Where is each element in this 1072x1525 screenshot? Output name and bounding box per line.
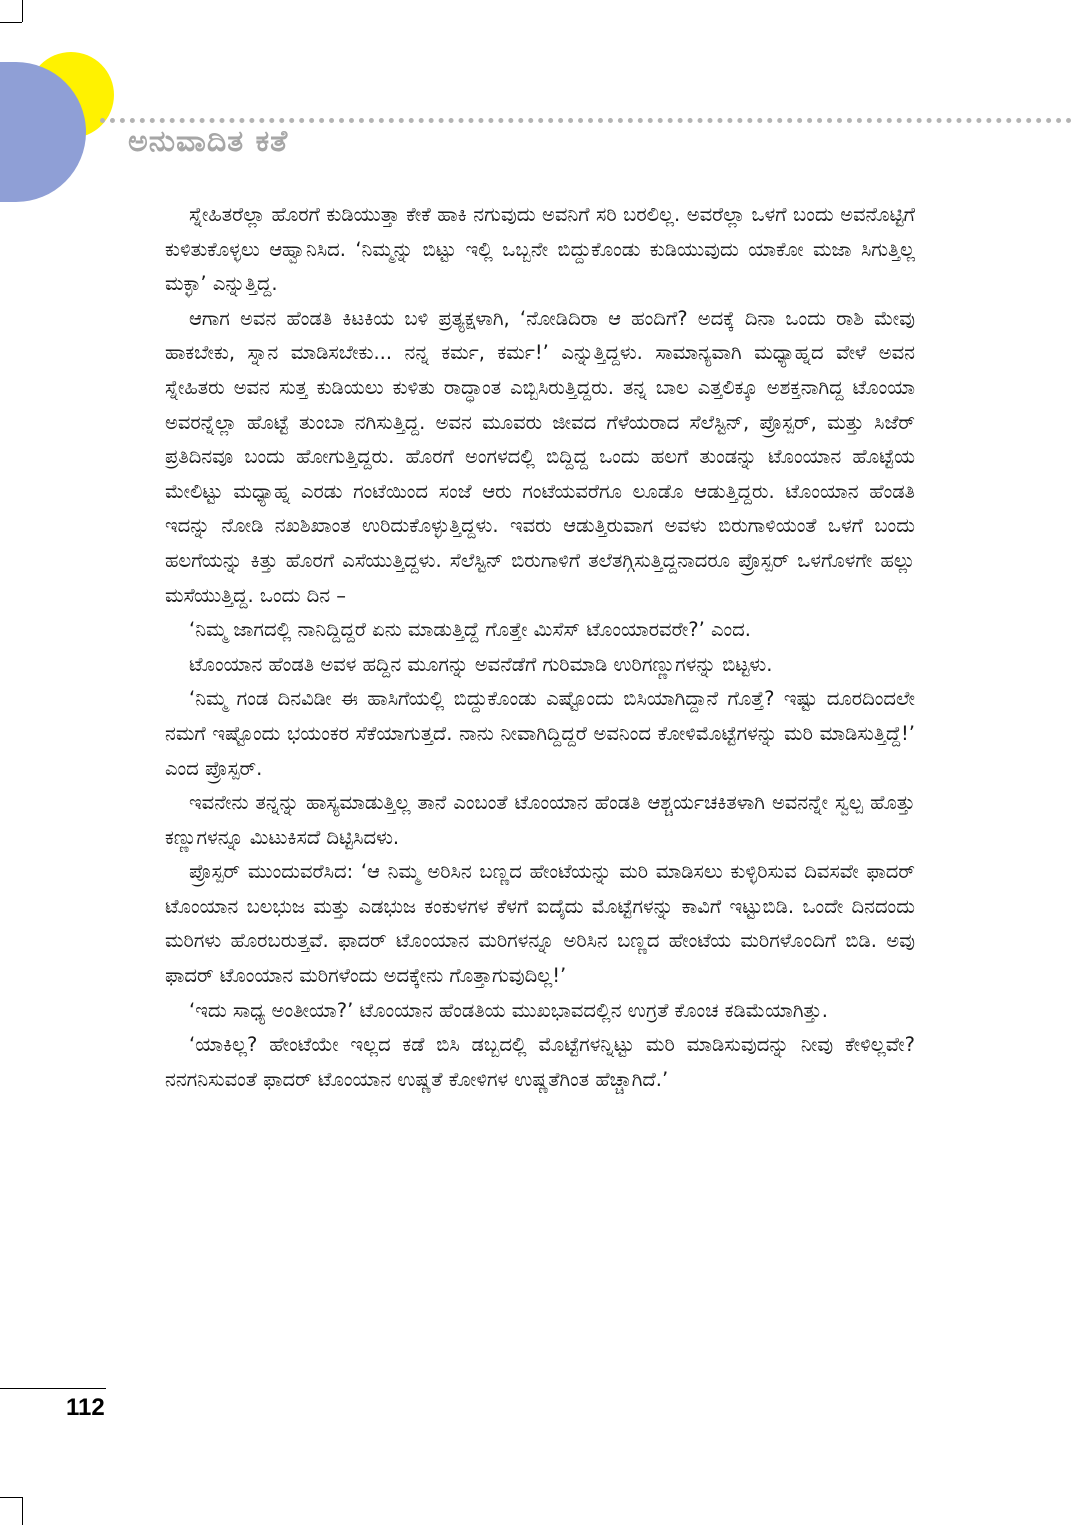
crop-mark-top-horizontal [0, 22, 22, 23]
page-number-rule [0, 1388, 106, 1389]
story-paragraph: ಇವನೇನು ತನ್ನನ್ನು ಹಾಸ್ಯಮಾಡುತ್ತಿಲ್ಲ ತಾನೆ ಎಂಬಂತೆ ಟೊಂಯಾನ ಹೆಂಡತಿ ಆಶ್ಚರ್ಯಚಕಿತಳಾಗಿ ಅವನನ್ನೇ ಸ್ವಲ್ಪ ಹೊತ್ತು ಕಣ್ಣುಗಳನ್ನೂ ಮಿಟುಕಿಸದೆ ದಿಟ್ಟಿಸಿದಳು. [165, 791, 915, 849]
story-paragraph: ‘ಇದು ಸಾಧ್ಯ ಅಂತೀಯಾ?’ ಟೊಂಯಾನ ಹೆಂಡತಿಯ ಮುಖಭಾವದಲ್ಲಿನ ಉಗ್ರತೆ ಕೊಂಚ ಕಡಿಮೆಯಾಗಿತ್ತು. [189, 998, 828, 1022]
story-paragraph: ‘ಯಾಕಿಲ್ಲ? ಹೇಂಟೆಯೇ ಇಲ್ಲದ ಕಡೆ ಬಿಸಿ ಡಬ್ಬದಲ್ಲಿ ಮೊಟ್ಟೆಗಳನ್ನಿಟ್ಟು ಮರಿ ಮಾಡಿಸುವುದನ್ನು ನೀವು ಕೇಳಿಲ್ಲವೇ? ನನಗನಿಸುವಂತೆ ಫಾದರ್ ಟೊಂಯಾನ ಉಷ್ಣತೆ ಕೋಳಿಗಳ ಉಷ್ಣತೆಗಿಂತ ಹೆಚ್ಚಾಗಿದೆ.’ [165, 1033, 915, 1091]
story-paragraph: ‘ನಿಮ್ಮ ಗಂಡ ದಿನವಿಡೀ ಈ ಹಾಸಿಗೆಯಲ್ಲಿ ಬಿದ್ದುಕೊಂಡು ಎಷ್ಟೊಂದು ಬಿಸಿಯಾಗಿದ್ದಾನೆ ಗೊತ್ತೆ? ಇಷ್ಟು ದೂರದಿಂದಲೇ ನಮಗೆ ಇಷ್ಟೊಂದು ಭಯಂಕರ ಸೆಕೆಯಾಗುತ್ತದೆ. ನಾನು ನೀವಾಗಿದ್ದಿದ್ದರೆ ಅವನಿಂದ ಕೋಳಿಮೊಟ್ಟೆಗಳನ್ನು ಮರಿ ಮಾಡಿಸುತ್ತಿದ್ದೆ!’ ಎಂದ ಪ್ರೊಸ್ಪರ್. [165, 687, 915, 780]
story-paragraph: ‘ನಿಮ್ಮ ಜಾಗದಲ್ಲಿ ನಾನಿದ್ದಿದ್ದರೆ ಏನು ಮಾಡುತ್ತಿದ್ದೆ ಗೊತ್ತೇ ಮಿಸೆಸ್ ಟೊಂಯಾರವರೇ?’ ಎಂದ. [189, 618, 751, 642]
story-body [165, 198, 915, 1097]
crop-mark-bottom-vertical [22, 1497, 23, 1525]
story-paragraph: ಆಗಾಗ ಅವನ ಹೆಂಡತಿ ಕಿಟಕಿಯ ಬಳಿ ಪ್ರತ್ಯಕ್ಷಳಾಗಿ, ‘ನೋಡಿದಿರಾ ಆ ಹಂದಿಗೆ? ಅದಕ್ಕೆ ದಿನಾ ಒಂದು ರಾಶಿ ಮೇವು ಹಾಕಬೇಕು, ಸ್ನಾನ ಮಾಡಿಸಬೇಕು... ನನ್ನ ಕರ್ಮ, ಕರ್ಮ!’ ಎನ್ನುತ್ತಿದ್ದಳು. ಸಾಮಾನ್ಯವಾಗಿ ಮಧ್ಯಾಹ್ನದ ವೇಳೆ ಅವನ ಸ್ನೇಹಿತರು ಅವನ ಸುತ್ತ ಕುಡಿಯಲು ಕುಳಿತು ರಾದ್ಧಾಂತ ಎಬ್ಬಿಸಿರುತ್ತಿದ್ದರು. ತನ್ನ ಬಾಲ ಎತ್ತಲಿಕ್ಕೂ ಅಶಕ್ತನಾಗಿದ್ದ ಟೊಂಯಾ ಅವರನ್ನೆಲ್ಲಾ ಹೊಟ್ಟೆ ತುಂಬಾ ನಗಿಸುತ್ತಿದ್ದ. ಅವನ ಮೂವರು ಜೀವದ ಗೆಳೆಯರಾದ ಸೆಲೆಸ್ಟಿನ್, ಪ್ರೊಸ್ಪರ್, ಮತ್ತು ಸಿಜೆರ್ ಪ್ರತಿದಿನವೂ ಬಂದು ಹೋಗುತ್ತಿದ್ದರು. ಹೊರಗೆ ಅಂಗಳದಲ್ಲಿ ಬಿದ್ದಿದ್ದ ಒಂದು ಹಲಗೆ ತುಂಡನ್ನು ಟೊಂಯಾನ ಹೊಟ್ಟೆಯ ಮೇಲಿಟ್ಟು ಮಧ್ಯಾಹ್ನ ಎರಡು ಗಂಟೆಯಿಂದ ಸಂಜೆ ಆರು ಗಂಟೆಯವರೆಗೂ ಲೂಡೊ ಆಡುತ್ತಿದ್ದರು. ಟೊಂಯಾನ ಹೆಂಡತಿ ಇದನ್ನು ನೋಡಿ ನಖಶಿಖಾಂತ ಉರಿದುಕೊಳ್ಳುತ್ತಿದ್ದಳು. ಇವರು ಆಡುತ್ತಿರುವಾಗ ಅವಳು ಬಿರುಗಾಳಿಯಂತೆ ಒಳಗೆ ಬಂದು ಹಲಗೆಯನ್ನು ಕಿತ್ತು ಹೊರಗೆ ಎಸೆಯುತ್ತಿದ್ದಳು. ಸೆಲೆಸ್ಟಿನ್ ಬಿರುಗಾಳಿಗೆ ತಲೆತಗ್ಗಿಸುತ್ತಿದ್ದನಾದರೂ ಪ್ರೊಸ್ಪರ್ ಒಳಗೊಳಗೇ ಹಲ್ಲು ಮಸೆಯುತ್ತಿದ್ದ. ಒಂದು ದಿನ – [165, 306, 915, 607]
page-number: 112 [66, 1394, 105, 1421]
story-paragraph: ಪ್ರೊಸ್ಪರ್ ಮುಂದುವರೆಸಿದ: ‘ಆ ನಿಮ್ಮ ಅರಿಸಿನ ಬಣ್ಣದ ಹೇಂಟೆಯನ್ನು ಮರಿ ಮಾಡಿಸಲು ಕುಳ್ಳಿರಿಸುವ ದಿವಸವೇ ಫಾದರ್ ಟೊಂಯಾನ ಬಲಭುಜ ಮತ್ತು ಎಡಭುಜ ಕಂಕುಳಗಳ ಕೆಳಗೆ ಐದೈದು ಮೊಟ್ಟೆಗಳನ್ನು ಕಾವಿಗೆ ಇಟ್ಟುಬಿಡಿ. ಒಂದೇ ದಿನದಂದು ಮರಿಗಳು ಹೊರಬರುತ್ತವೆ. ಫಾದರ್ ಟೊಂಯಾನ ಮರಿಗಳನ್ನೂ ಅರಿಸಿನ ಬಣ್ಣದ ಹೇಂಟೆಯ ಮರಿಗಳೊಂದಿಗೆ ಬಿಡಿ. ಅವು ಫಾದರ್ ಟೊಂಯಾನ ಮರಿಗಳೆಂದು ಅದಕ್ಕೇನು ಗೊತ್ತಾಗುವುದಿಲ್ಲ!’ [165, 860, 915, 988]
crop-mark-top-vertical [22, 0, 23, 22]
story-paragraph: ಟೊಂಯಾನ ಹೆಂಡತಿ ಅವಳ ಹದ್ದಿನ ಮೂಗನ್ನು ಅವನೆಡೆಗೆ ಗುರಿಮಾಡಿ ಉರಿಗಣ್ಣುಗಳನ್ನು ಬಿಟ್ಟಳು. [189, 652, 773, 676]
crop-mark-bottom-horizontal [0, 1497, 22, 1498]
section-title: ಅನುವಾದಿತ ಕತೆ [128, 124, 289, 159]
story-paragraph: ಸ್ನೇಹಿತರೆಲ್ಲಾ ಹೊರಗೆ ಕುಡಿಯುತ್ತಾ ಕೇಕೆ ಹಾಕಿ ನಗುವುದು ಅವನಿಗೆ ಸರಿ ಬರಲಿಲ್ಲ. ಅವರೆಲ್ಲಾ ಒಳಗೆ ಬಂದು ಅವನೊಟ್ಟಿಗೆ ಕುಳಿತುಕೊಳ್ಳಲು ಆಹ್ವಾನಿಸಿದ. ‘ನಿಮ್ಮನ್ನು ಬಿಟ್ಟು ಇಲ್ಲಿ ಒಬ್ಬನೇ ಬಿದ್ದುಕೊಂಡು ಕುಡಿಯುವುದು ಯಾಕೋ ಮಜಾ ಸಿಗುತ್ತಿಲ್ಲ ಮಕ್ಳಾ’ ಎನ್ನುತ್ತಿದ್ದ. [165, 203, 915, 296]
dotted-header-rule [100, 118, 1072, 123]
